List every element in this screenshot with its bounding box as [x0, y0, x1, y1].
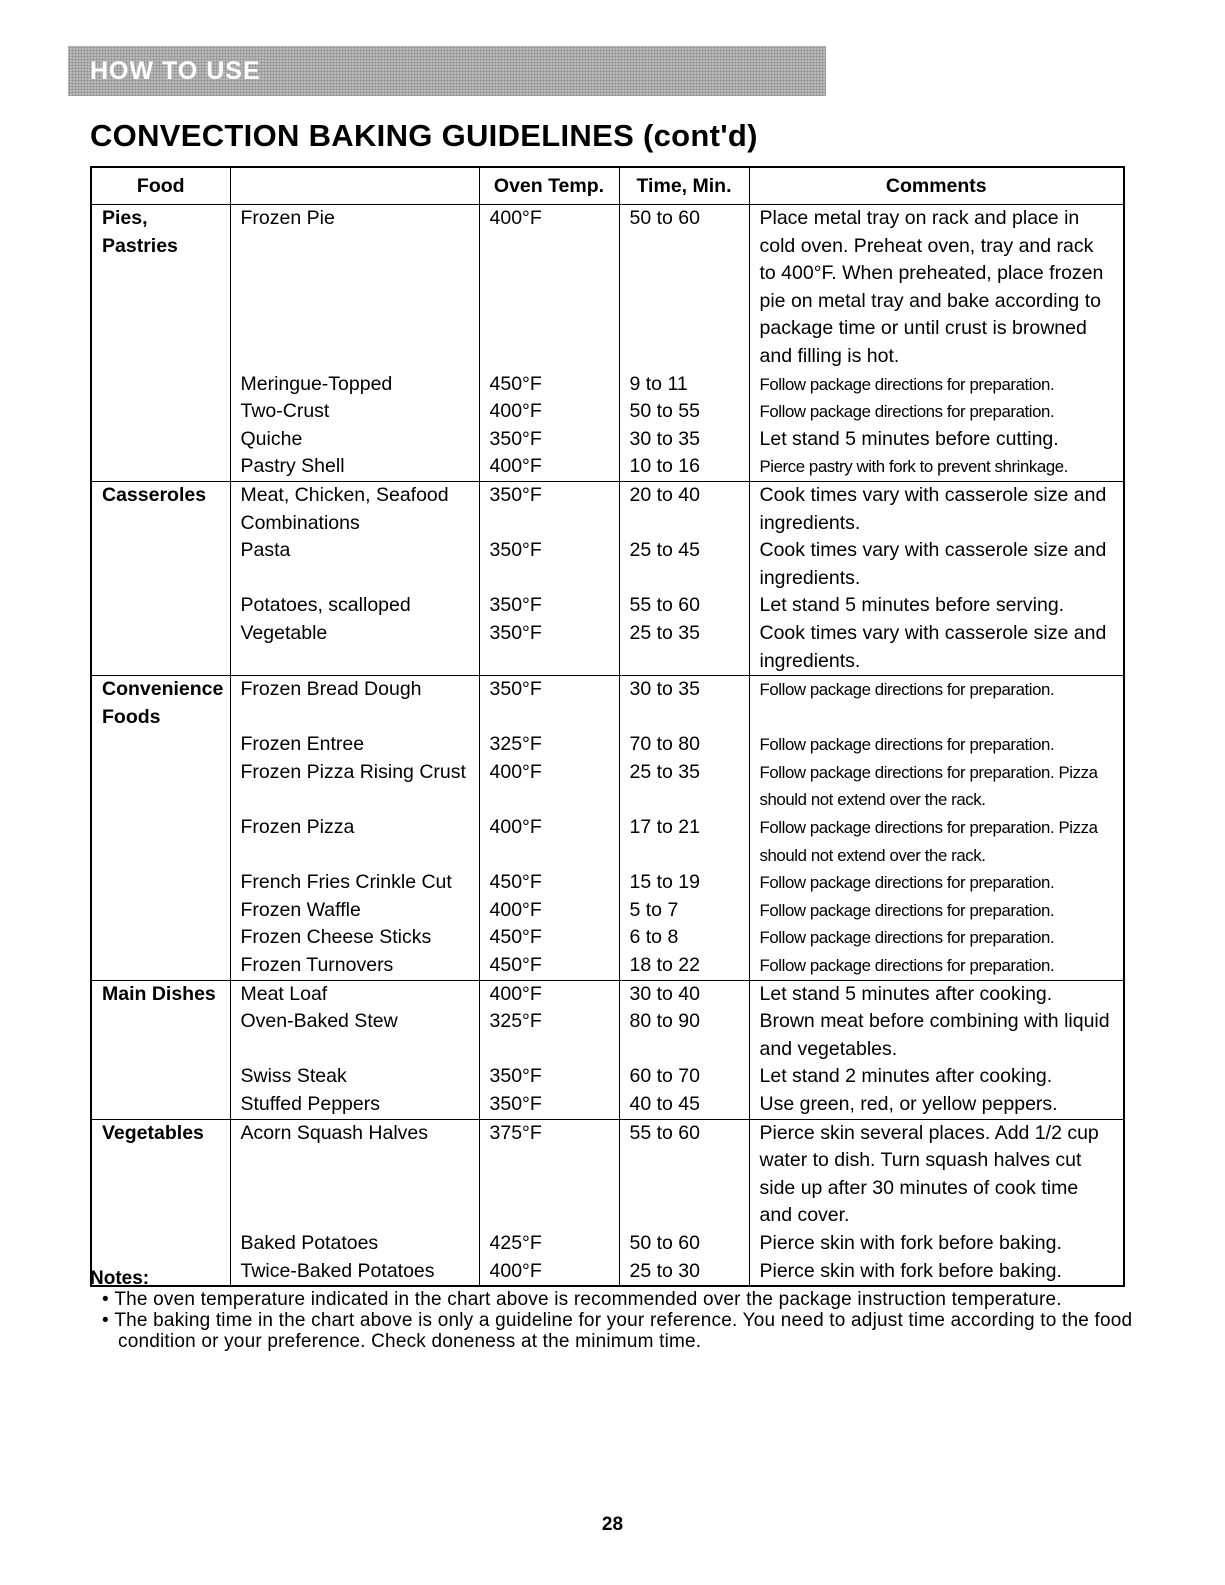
oven-temp-cell: 400°F [479, 1258, 619, 1287]
time-cell: 70 to 80 [619, 731, 749, 759]
comment-cell: Follow package directions for preparation. [749, 731, 1124, 759]
banner-text: HOW TO USE [90, 57, 261, 85]
comment-cell: Let stand 5 minutes before cutting. [749, 426, 1124, 454]
comment-cell: Follow package directions for preparation. [749, 924, 1124, 952]
table-row [91, 537, 1124, 592]
oven-temp-cell: 400°F [479, 980, 619, 1008]
time-cell: 30 to 40 [619, 980, 749, 1008]
food-category-cell: Convenience Foods [91, 676, 230, 732]
table-row [91, 1119, 1124, 1230]
time-cell: 55 to 60 [619, 1119, 749, 1230]
food-item-cell: Meat Loaf [230, 980, 479, 1008]
comment-cell: Follow package directions for preparation. [749, 371, 1124, 399]
comment-cell: Pierce skin with fork before baking. [749, 1230, 1124, 1258]
food-category-cell: Main Dishes [91, 980, 230, 1008]
time-cell: 50 to 60 [619, 205, 749, 371]
food-category-cell [91, 924, 230, 952]
comment-cell: Follow package directions for preparation. [749, 897, 1124, 925]
notes-title: Notes: [90, 1268, 150, 1289]
oven-temp-cell: 350°F [479, 592, 619, 620]
table-row [91, 869, 1124, 897]
table-row [91, 980, 1124, 1008]
oven-temp-cell: 450°F [479, 952, 619, 980]
food-category-cell: Casseroles [91, 481, 230, 537]
table-row [91, 759, 1124, 814]
header-oven-temp: Oven Temp. [479, 167, 619, 205]
time-cell: 25 to 35 [619, 759, 749, 814]
comment-cell: Pierce pastry with fork to prevent shrinkage. [749, 453, 1124, 481]
oven-temp-cell: 350°F [479, 1063, 619, 1091]
table-row [91, 205, 1124, 371]
food-item-cell: Swiss Steak [230, 1063, 479, 1091]
comment-cell: Pierce skin with fork before baking. [749, 1258, 1124, 1287]
table-body [91, 205, 1124, 1287]
food-category-cell [91, 731, 230, 759]
oven-temp-cell: 350°F [479, 620, 619, 676]
time-cell: 25 to 45 [619, 537, 749, 592]
food-category-cell [91, 1008, 230, 1063]
comment-cell: Cook times vary with casserole size and ingredients. [749, 620, 1124, 676]
comment-cell: Let stand 2 minutes after cooking. [749, 1063, 1124, 1091]
oven-temp-cell: 325°F [479, 731, 619, 759]
table-row [91, 676, 1124, 732]
comment-cell: Cook times vary with casserole size and ingredients. [749, 481, 1124, 537]
food-category-cell: Vegetables [91, 1119, 230, 1230]
table-header-row [91, 167, 1124, 205]
food-item-cell: Vegetable [230, 620, 479, 676]
header-food: Food [91, 167, 230, 205]
oven-temp-cell: 400°F [479, 759, 619, 814]
time-cell: 6 to 8 [619, 924, 749, 952]
food-item-cell: Frozen Pizza [230, 814, 479, 869]
oven-temp-cell: 400°F [479, 398, 619, 426]
oven-temp-cell: 400°F [479, 453, 619, 481]
table-row [91, 592, 1124, 620]
oven-temp-cell: 350°F [479, 537, 619, 592]
time-cell: 30 to 35 [619, 676, 749, 732]
food-item-cell: Twice-Baked Potatoes [230, 1258, 479, 1287]
oven-temp-cell: 425°F [479, 1230, 619, 1258]
food-item-cell: Two-Crust [230, 398, 479, 426]
food-category-cell [91, 814, 230, 869]
oven-temp-cell: 450°F [479, 371, 619, 399]
oven-temp-cell: 350°F [479, 481, 619, 537]
food-category-cell [91, 869, 230, 897]
oven-temp-cell: 375°F [479, 1119, 619, 1230]
food-category-cell [91, 759, 230, 814]
table-row [91, 1008, 1124, 1063]
oven-temp-cell: 350°F [479, 676, 619, 732]
time-cell: 50 to 60 [619, 1230, 749, 1258]
table-row [91, 426, 1124, 454]
page-number: 28 [601, 1514, 624, 1535]
table-row [91, 1230, 1124, 1258]
oven-temp-cell: 400°F [479, 814, 619, 869]
comment-cell: Follow package directions for preparation. Pizza should not extend over the rack. [749, 759, 1124, 814]
note-item: • The baking time in the chart above is only a guideline for your reference. You need to adjust time according to the food condition or your preference. Check doneness at the minimum time. [102, 1310, 1133, 1352]
time-cell: 15 to 19 [619, 869, 749, 897]
food-item-cell: Meringue-Topped [230, 371, 479, 399]
oven-temp-cell: 400°F [479, 897, 619, 925]
table-row [91, 924, 1124, 952]
baking-guidelines-table [90, 166, 1125, 1287]
comment-cell: Let stand 5 minutes after cooking. [749, 980, 1124, 1008]
time-cell: 5 to 7 [619, 897, 749, 925]
time-cell: 55 to 60 [619, 592, 749, 620]
oven-temp-cell: 350°F [479, 1091, 619, 1119]
time-cell: 20 to 40 [619, 481, 749, 537]
table-row [91, 952, 1124, 980]
food-category-cell [91, 897, 230, 925]
note-text: The oven temperature indicated in the chart above is recommended over the package instruction temperature. [114, 1289, 1062, 1310]
food-item-cell: French Fries Crinkle Cut [230, 869, 479, 897]
food-item-cell: Acorn Squash Halves [230, 1119, 479, 1230]
food-category-cell [91, 426, 230, 454]
comment-cell: Cook times vary with casserole size and ingredients. [749, 537, 1124, 592]
time-cell: 25 to 30 [619, 1258, 749, 1287]
oven-temp-cell: 400°F [479, 205, 619, 371]
comment-cell: Pierce skin several places. Add 1/2 cup water to dish. Turn squash halves cut side up after 30 minutes of cook time and cover. [749, 1119, 1124, 1230]
food-item-cell: Frozen Cheese Sticks [230, 924, 479, 952]
time-cell: 9 to 11 [619, 371, 749, 399]
header-item [230, 167, 479, 205]
header-time: Time, Min. [619, 167, 749, 205]
food-category-cell [91, 398, 230, 426]
comment-cell: Follow package directions for preparation. [749, 952, 1124, 980]
table-row [91, 1063, 1124, 1091]
food-category-cell [91, 537, 230, 592]
food-item-cell: Stuffed Peppers [230, 1091, 479, 1119]
table-row [91, 481, 1124, 537]
notes-section [90, 1268, 1150, 1352]
food-category-cell [91, 453, 230, 481]
food-item-cell: Frozen Bread Dough [230, 676, 479, 732]
header-comments: Comments [749, 167, 1124, 205]
food-item-cell: Pasta [230, 537, 479, 592]
table-row [91, 1091, 1124, 1119]
oven-temp-cell: 325°F [479, 1008, 619, 1063]
food-category-cell [91, 592, 230, 620]
food-category-cell [91, 1091, 230, 1119]
food-category-cell [91, 952, 230, 980]
food-item-cell: Frozen Waffle [230, 897, 479, 925]
food-item-cell: Pastry Shell [230, 453, 479, 481]
time-cell: 30 to 35 [619, 426, 749, 454]
food-item-cell: Oven-Baked Stew [230, 1008, 479, 1063]
table-row [91, 398, 1124, 426]
comment-cell: Place metal tray on rack and place in cold oven. Preheat oven, tray and rack to 400°F. When preheated, place frozen pie on metal tray and bake according to package time or until crust is browned and filling is hot. [749, 205, 1124, 371]
food-item-cell: Frozen Turnovers [230, 952, 479, 980]
section-banner [68, 46, 826, 96]
food-category-cell: Pies, Pastries [91, 205, 230, 371]
food-item-cell: Frozen Entree [230, 731, 479, 759]
comment-cell: Use green, red, or yellow peppers. [749, 1091, 1124, 1119]
time-cell: 25 to 35 [619, 620, 749, 676]
food-category-cell [91, 620, 230, 676]
time-cell: 17 to 21 [619, 814, 749, 869]
table-row [91, 814, 1124, 869]
oven-temp-cell: 450°F [479, 924, 619, 952]
oven-temp-cell: 350°F [479, 426, 619, 454]
food-category-cell [91, 1230, 230, 1258]
time-cell: 18 to 22 [619, 952, 749, 980]
time-cell: 60 to 70 [619, 1063, 749, 1091]
comment-cell: Follow package directions for preparation. [749, 676, 1124, 732]
note-item: • The oven temperature indicated in the chart above is recommended over the package instruction temperature. [102, 1289, 1062, 1310]
comment-cell: Let stand 5 minutes before serving. [749, 592, 1124, 620]
food-item-cell: Meat, Chicken, Seafood Combinations [230, 481, 479, 537]
time-cell: 80 to 90 [619, 1008, 749, 1063]
comment-cell: Brown meat before combining with liquid and vegetables. [749, 1008, 1124, 1063]
oven-temp-cell: 450°F [479, 869, 619, 897]
table-row [91, 731, 1124, 759]
food-item-cell: Baked Potatoes [230, 1230, 479, 1258]
table-row [91, 897, 1124, 925]
food-category-cell [91, 371, 230, 399]
comment-cell: Follow package directions for preparation. Pizza should not extend over the rack. [749, 814, 1124, 869]
food-category-cell [91, 1063, 230, 1091]
table-row [91, 371, 1124, 399]
time-cell: 10 to 16 [619, 453, 749, 481]
comment-cell: Follow package directions for preparation. [749, 869, 1124, 897]
food-item-cell: Frozen Pizza Rising Crust [230, 759, 479, 814]
comment-cell: Follow package directions for preparation. [749, 398, 1124, 426]
time-cell: 40 to 45 [619, 1091, 749, 1119]
table-row [91, 620, 1124, 676]
note-text: The baking time in the chart above is only a guideline for your reference. You need to adjust time according to the food condition or your preference. Check doneness at the minimum time. [114, 1310, 1133, 1352]
time-cell: 50 to 55 [619, 398, 749, 426]
table-row [91, 453, 1124, 481]
food-item-cell: Quiche [230, 426, 479, 454]
food-item-cell: Potatoes, scalloped [230, 592, 479, 620]
page-title: CONVECTION BAKING GUIDELINES (cont'd) [90, 118, 758, 153]
food-item-cell: Frozen Pie [230, 205, 479, 371]
